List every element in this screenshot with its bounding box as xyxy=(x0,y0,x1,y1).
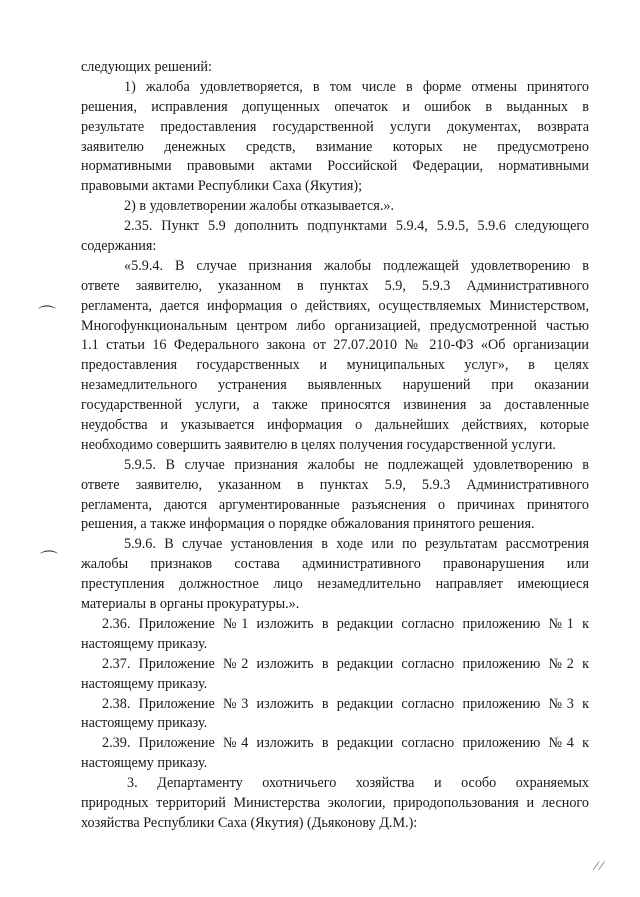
margin-mark: ⌒ xyxy=(40,550,58,570)
text-line: незамедлительного устранения выявленных нарушений при оказании xyxy=(81,377,589,394)
text-line: настоящему приказу. xyxy=(81,635,208,652)
text-line: результате предоставления государственной услуги документах, возврата xyxy=(81,118,589,135)
text-line: 2.37. Приложение №2 изложить в редакции согласно приложению №2 к xyxy=(102,655,589,672)
text-line: хозяйства Республики Саха (Якутия) (Дьяконову Д.М.): xyxy=(81,814,418,831)
text-line: правовыми актами Республики Саха (Якутия); xyxy=(81,178,363,195)
text-line: настоящему приказу. xyxy=(81,755,208,772)
text-line: «5.9.4. В случае признания жалобы подлежащей удовлетворению в xyxy=(124,257,589,274)
text-line: решения, исправления допущенных опечаток и ошибок в выданных в xyxy=(81,98,589,115)
text-line: регламента, даются аргументированные разъяснения о причинах принятого xyxy=(81,496,589,513)
text-line: 2.35. Пункт 5.9 дополнить подпунктами 5.9.4, 5.9.5, 5.9.6 следующего xyxy=(124,218,589,235)
text-line: следующих решений: xyxy=(81,59,212,75)
text-line: неудобства и указывается информация о дальнейших действиях, которые xyxy=(81,417,589,434)
text-line: государственной услуги, а также приносятся извинения за доставленные xyxy=(81,397,589,414)
document-body xyxy=(81,58,589,834)
text-line: настоящему приказу. xyxy=(81,715,208,732)
text-line: 2.38. Приложение №3 изложить в редакции согласно приложению №3 к xyxy=(102,695,589,712)
text-line: 2.36. Приложение №1 изложить в редакции согласно приложению №1 к xyxy=(102,615,589,632)
text-line: предоставления государственных и муниципальных услуг», в целях xyxy=(81,357,589,374)
text-line: 5.9.5. В случае признания жалобы не подлежащей удовлетворению в xyxy=(124,456,589,473)
text-line: 3. Департаменту охотничьего хозяйства и особо охраняемых xyxy=(127,775,589,792)
text-line: 1) жалоба удовлетворяется, в том числе в форме отмены принятого xyxy=(124,78,589,95)
text-line: решения, а также информация о порядке обжалования принятого решения. xyxy=(81,516,535,533)
text-line: заявителю денежных средств, взимание которых не предусмотрено xyxy=(81,138,589,155)
text-line: нормативными правовыми актами Российской Федерации, нормативными xyxy=(81,158,589,175)
text-line: преступления должностное лицо незамедлительно направляет имеющиеся xyxy=(81,576,589,593)
text-line: 1.1 статьи 16 Федерального закона от 27.07.2010 № 210-ФЗ «Об организации xyxy=(81,337,589,354)
text-line: ответе заявителю, указанном в пунктах 5.9, 5.9.3 Административного xyxy=(81,277,589,294)
text-line: содержания: xyxy=(81,238,157,255)
text-line: Многофункциональным центром либо организацией, предусмотренной частью xyxy=(81,317,589,334)
margin-mark: ⌒ xyxy=(38,305,56,325)
text-line: материалы в органы прокуратуры.». xyxy=(81,596,300,613)
text-line: необходимо совершить заявителю в целях получения государственной услуги. xyxy=(81,436,556,453)
text-line: 2.39. Приложение №4 изложить в редакции согласно приложению №4 к xyxy=(102,735,589,752)
text-line: жалобы признаков состава административного правонарушения или xyxy=(81,556,589,573)
text-line: регламента, дается информация о действиях, осуществляемых Министерством, xyxy=(81,297,589,314)
text-line: 5.9.6. В случае установления в ходе или по результатам рассмотрения xyxy=(124,536,589,553)
text-line: 2) в удовлетворении жалобы отказывается.». xyxy=(124,198,395,215)
text-line: настоящему приказу. xyxy=(81,675,208,692)
text-line: ответе заявителю, указанном в пунктах 5.9, 5.9.3 Административного xyxy=(81,476,589,493)
corner-handwritten-mark: ⁄ ⁄ xyxy=(595,858,603,873)
text-line: природных территорий Министерства экологии, природопользования и лесного xyxy=(81,794,589,811)
